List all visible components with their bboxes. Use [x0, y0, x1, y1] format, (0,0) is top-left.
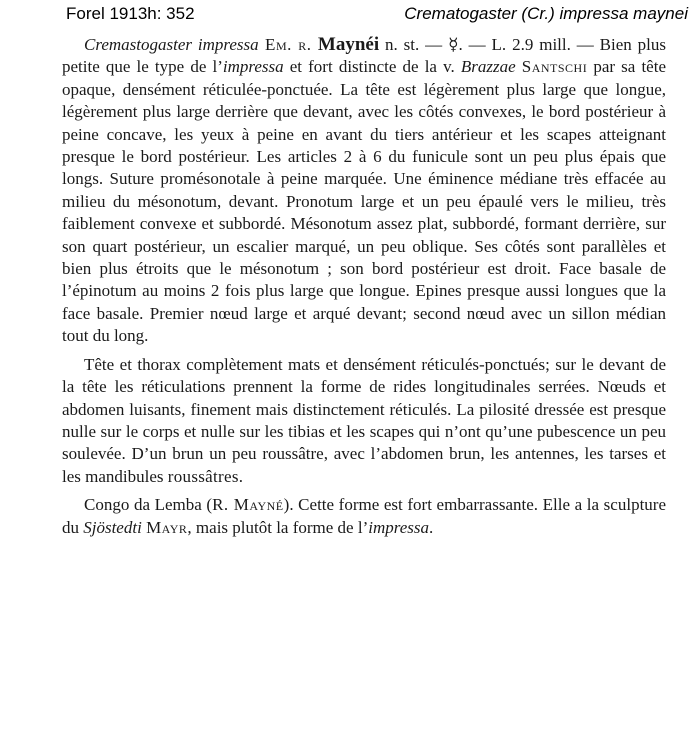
paragraph-sculpture [62, 354, 666, 488]
paragraph-morphology [62, 34, 666, 348]
roussatres-word: roussâtres [167, 466, 239, 486]
impressa-ref: impressa [222, 57, 284, 77]
status-text: n. st. — ☿. — L. 2.9 mill. — Bien plus petite que le type de l’ [62, 35, 667, 77]
page-header [66, 4, 688, 28]
text-segment: Congo da Lemba ( [84, 495, 213, 515]
text-segment: , mais plutôt la forme de l’ [187, 517, 369, 537]
taxon-name: Maynéi [317, 34, 380, 55]
text-segment: . [429, 517, 434, 537]
brazzae-ref: Brazzae [460, 57, 516, 77]
text-segment: ). Cette forme est fort embarrassante. Elle a la sculpture du [62, 495, 666, 537]
mayr-author: Mayr [146, 517, 188, 537]
impressa-ref: impressa [368, 517, 430, 537]
sjostedti-ref: Sjöstedti [83, 517, 142, 537]
text-segment: par sa tête opaque, densément réticulée-ponctuée. La tête est légèrement plus large que longue, légèrement plus large derrière que devant, avec les côtés convexes, le bord postérieur à peine concave, les yeux à peine en avant du tiers antérieur et les scapes atteignant presque le bord postérieur. Les articles 2 à 6 du funicule sont un peu plus épais que longs. Suture promésonotale à peine marquée. Une éminence médiane très effacée au milieu du mésonotum, devant. Pronotum large et un peu épaulé vers le milieu, très faiblement convexe et subbordé. Mésonotum assez plat, subbordé, formant derrière, sur son quart postérieur, un escalier marqué, un peu oblique. Ses côtés sont parallèles et bien plus étroits que le mésonotum ; son bord postérieur est droit. Face basale de l’épinotum au moins 2 fois plus large que longue. Epines presque aussi longues que la face basale. Premier nœud large et arqué devant; second nœud avec un sillon médian tout du long. [62, 57, 666, 346]
collector-name: R. Mayné [212, 495, 284, 515]
citation: Forel 1913h: 352 [66, 4, 195, 23]
text-segment: Tête et thorax complètement mats et densément réticulés-ponctués; sur le devant de la tête les réticulations prennent la forme de rides longitudinales serrées. Nœuds et abdomen luisants, finement mais distinctement réticulés. La pilosité dressée est presque nulle sur le corps et nulle sur les tibias et les scapes qui n’ont qu’une pubescence un peu soulevée. D’un brun un peu roussâtre, avec l’abdomen brun, les antennes, les tarses et les mandibules [62, 354, 666, 486]
text-segment: et fort distincte de la v. [283, 57, 461, 77]
santschi-author: Santschi [521, 57, 588, 77]
author-rank: Em. r. [258, 35, 318, 54]
description-text [62, 34, 666, 539]
text-segment: . [238, 466, 243, 486]
taxon-title: Crematogaster (Cr.) impressa maynei [404, 4, 688, 23]
paragraph-locality [62, 494, 666, 539]
genus-species: Cremastogaster impressa [84, 35, 259, 54]
